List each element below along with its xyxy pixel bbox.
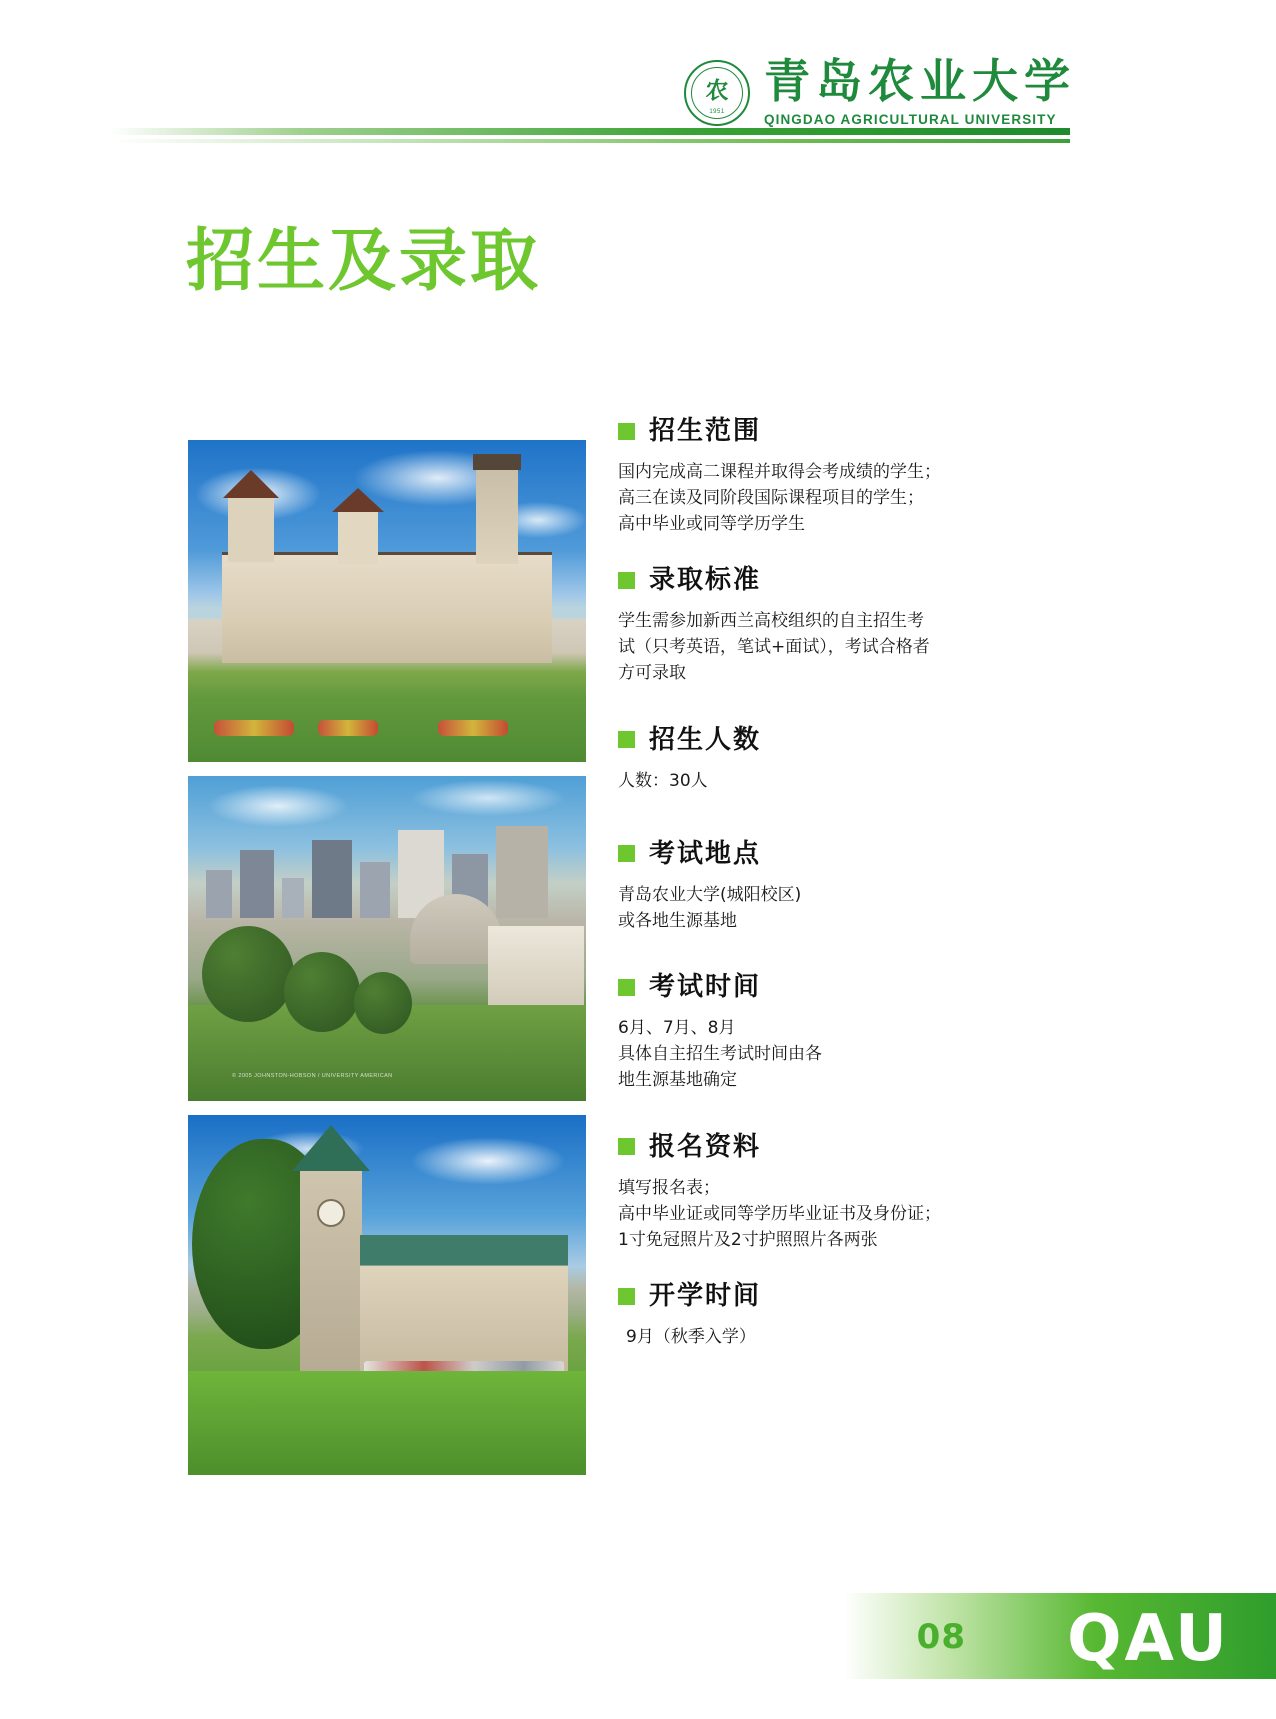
photo3-lawn [188,1371,586,1475]
seal-year: 1951 [709,108,725,115]
page-title: 招生及录取 [186,222,542,301]
photo2-tower [206,870,232,918]
photo1-flowerbed [438,720,508,736]
body-line: 地生源基地确定 [618,1070,737,1091]
section-body [618,769,1088,795]
photo2-tower [496,826,548,918]
body-line: 人数：30人 [618,770,708,791]
section-exam-location [618,838,1088,935]
body-line: 9月（秋季入学） [626,1327,756,1348]
body-line: 填写报名表； [618,1177,720,1198]
university-clocktower-photo [188,1115,586,1475]
section-start-date [618,1283,1088,1351]
body-line: 具体自主招生考试时间由各 [618,1044,822,1065]
section-body [618,1325,1088,1351]
section-admission-criteria [618,567,1088,686]
university-name-cn: 青岛农业大学 [764,54,1076,108]
body-line: 高中毕业或同等学历学生 [618,513,805,534]
square-bullet-icon [618,731,635,748]
square-bullet-icon [618,1138,635,1155]
section-body [618,1016,1088,1093]
section-title: 招生范围 [649,416,762,446]
header-rule-primary [110,128,1070,135]
section-heading [618,724,1088,755]
photo2-tower [282,878,304,918]
photo3-clock-tower [300,1171,362,1371]
square-bullet-icon [618,845,635,862]
square-bullet-icon [618,572,635,589]
header-rule-secondary [110,139,1070,143]
photo1-building [222,552,552,663]
university-wordmark [764,54,1076,127]
seal-glyph: 农 [705,76,729,104]
dunedin-railway-station-photo [188,440,586,762]
body-line: 学生需参加新西兰高校组织的自主招生考 [618,611,924,632]
footer-brand-mark: QAU [1067,1602,1230,1676]
photo2-tree [284,952,360,1032]
section-application-materials [618,1131,1088,1253]
section-title: 录取标准 [649,565,762,596]
photo1-flowerbed [214,720,294,736]
section-heading [618,838,1088,869]
square-bullet-icon [618,979,635,996]
section-title: 报名资料 [649,1131,762,1162]
body-line: 1寸免冠照片及2寸护照照片各两张 [618,1229,878,1250]
body-line: 方可录取 [618,663,686,684]
body-line: 或各地生源基地 [618,910,737,931]
section-body [618,460,1088,537]
section-exam-time [618,974,1088,1093]
section-heading [618,972,1088,1003]
section-body [618,1176,1088,1253]
university-logo [684,54,1076,127]
university-name-en: QINGDAO AGRICULTURAL UNIVERSITY [764,112,1057,127]
university-seal-icon [684,60,750,126]
section-title: 考试时间 [649,972,762,1003]
photo3-main-hall [360,1235,568,1371]
body-line: 青岛农业大学(城阳校区) [618,884,802,905]
body-line: 高三在读及同阶段国际课程项目的学生； [618,487,924,508]
photo1-center-tower [338,510,378,564]
photo2-tower [360,862,390,918]
photo2-tree [202,926,294,1022]
photo2-tower [312,840,352,918]
clock-icon [317,1199,345,1227]
section-admission-scope [618,418,1088,537]
photo2-skyline [188,822,586,918]
section-body [618,609,1088,686]
page-footer [0,1569,1276,1719]
photo2-tower [240,850,274,918]
section-title: 考试地点 [649,838,762,869]
photo1-flowerbed [318,720,378,736]
square-bullet-icon [618,423,635,440]
section-heading [618,1131,1088,1162]
photo1-clock-tower [476,470,518,564]
square-bullet-icon [618,1288,635,1305]
body-line: 6月、7月、8月 [618,1018,736,1039]
section-heading [618,1281,1088,1312]
section-heading [618,418,1088,444]
page-header [0,0,1276,160]
text-column [618,418,1088,1377]
body-line: 高中毕业证或同等学历毕业证书及身份证； [618,1203,941,1224]
section-enrollment-quota [618,724,1088,795]
body-line: 试（只考英语，笔试+面试），考试合格者 [618,637,930,658]
section-title: 招生人数 [649,724,762,755]
section-heading [618,565,1088,596]
photo2-tree [354,972,412,1034]
body-line: 国内完成高二课程并取得会考成绩的学生； [618,462,941,482]
photo2-credit-text: © 2005 JOHNSTON-HOBSON / UNIVERSITY AMERICAN [232,1073,393,1079]
section-title: 开学时间 [649,1281,762,1312]
photo1-left-tower [228,496,274,562]
photo-column [188,440,586,1489]
page-number: 08 [916,1617,966,1657]
wellington-parliament-photo [188,776,586,1101]
section-body [618,883,1088,935]
